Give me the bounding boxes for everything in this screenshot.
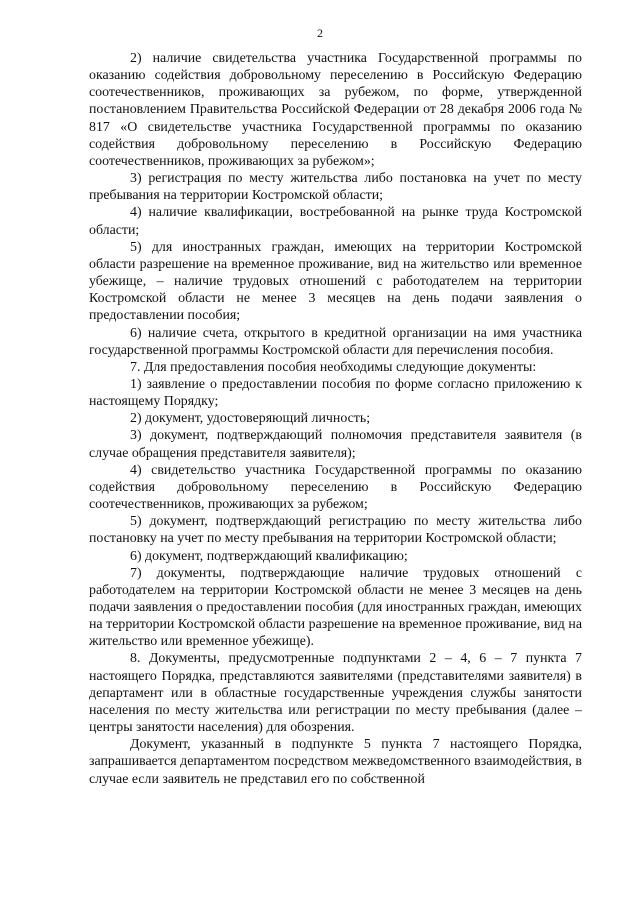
paragraph-2-5: 6) наличие счета, открытого в кредитной организации на имя участника государственной программы Костромской области для перечисления пособия. bbox=[89, 325, 582, 358]
paragraph-7-2: 2) документ, удостоверяющий личность; bbox=[130, 411, 371, 427]
paragraph-7-heading: 7. Для предоставления пособия необходимы следующие документы: bbox=[130, 359, 537, 375]
paragraph-7-7: 7) документы, подтверждающие наличие трудовых отношений с работодателем на территории Костромской области не менее 3 месяцев на день подачи заявления о предоставлении пособия (для иностранных граждан, имеющих на территории Костромской области разрешение на временное проживание, вид на жительство или временное убежище). bbox=[89, 565, 582, 650]
paragraph-2-4: 5) для иностранных граждан, имеющих на территории Костромской области разрешение на временное проживание, вид на жительство или временное убежище, – наличие трудовых отношений с работодателем на территории Костромской области не менее 3 месяцев на день подачи заявления о предоставлении пособия; bbox=[89, 239, 582, 324]
paragraph-8-continued: Документ, указанный в подпункте 5 пункта 7 настоящего Порядка, запрашивается департаментом посредством межведомственного взаимодействия, в случае если заявитель не представил его по собственной bbox=[89, 737, 582, 787]
paragraph-7-4: 4) свидетельство участника Государственной программы по оказанию содействия добровольному переселению в Российскую Федерацию соотечественников, проживающих за рубежом; bbox=[89, 462, 582, 513]
paragraph-7-1: 1) заявление о предоставлении пособия по форме согласно приложению к настоящему Порядку; bbox=[89, 376, 582, 410]
page-number: 2 bbox=[317, 26, 323, 40]
paragraph-7-6: 6) документ, подтверждающий квалификацию; bbox=[130, 548, 408, 564]
paragraph-2-3: 4) наличие квалификации, востребованной на рынке труда Костромской области; bbox=[89, 205, 582, 238]
paragraph-2-1: 2) наличие свидетельства участника Государственной программы по оказанию содействия добровольному переселению в Российскую Федерацию соотечественников, проживающих за рубежом, по форме, утвержденной постановлением Правительства Российской Федерации от 28 декабря 2006 года № 817 «О свидетельстве участника Государственной программы по оказанию содействия добровольному переселению в Российскую Федерацию соотечественников, проживающих за рубежом»; bbox=[89, 51, 582, 169]
paragraph-7-3: 3) документ, подтверждающий полномочия представителя заявителя (в случае обращения представителя заявителя); bbox=[89, 428, 582, 461]
paragraph-7-5: 5) документ, подтверждающий регистрацию по месту жительства либо постановку на учет по месту пребывания на территории Костромской области; bbox=[89, 514, 582, 547]
paragraph-2-2: 3) регистрация по месту жительства либо постановка на учет по месту пребывания на территории Костромской области; bbox=[89, 171, 582, 204]
paragraph-8: 8. Документы, предусмотренные подпунктами 2 – 4, 6 – 7 пункта 7 настоящего Порядка, представляются заявителями (представителями заявителя) в департамент или в областные государственные учреждения службы занятости населения по месту жительства или регистрации по месту пребывания (далее – центры занятости населения) для обозрения. bbox=[89, 651, 582, 736]
document-body bbox=[89, 50, 582, 788]
